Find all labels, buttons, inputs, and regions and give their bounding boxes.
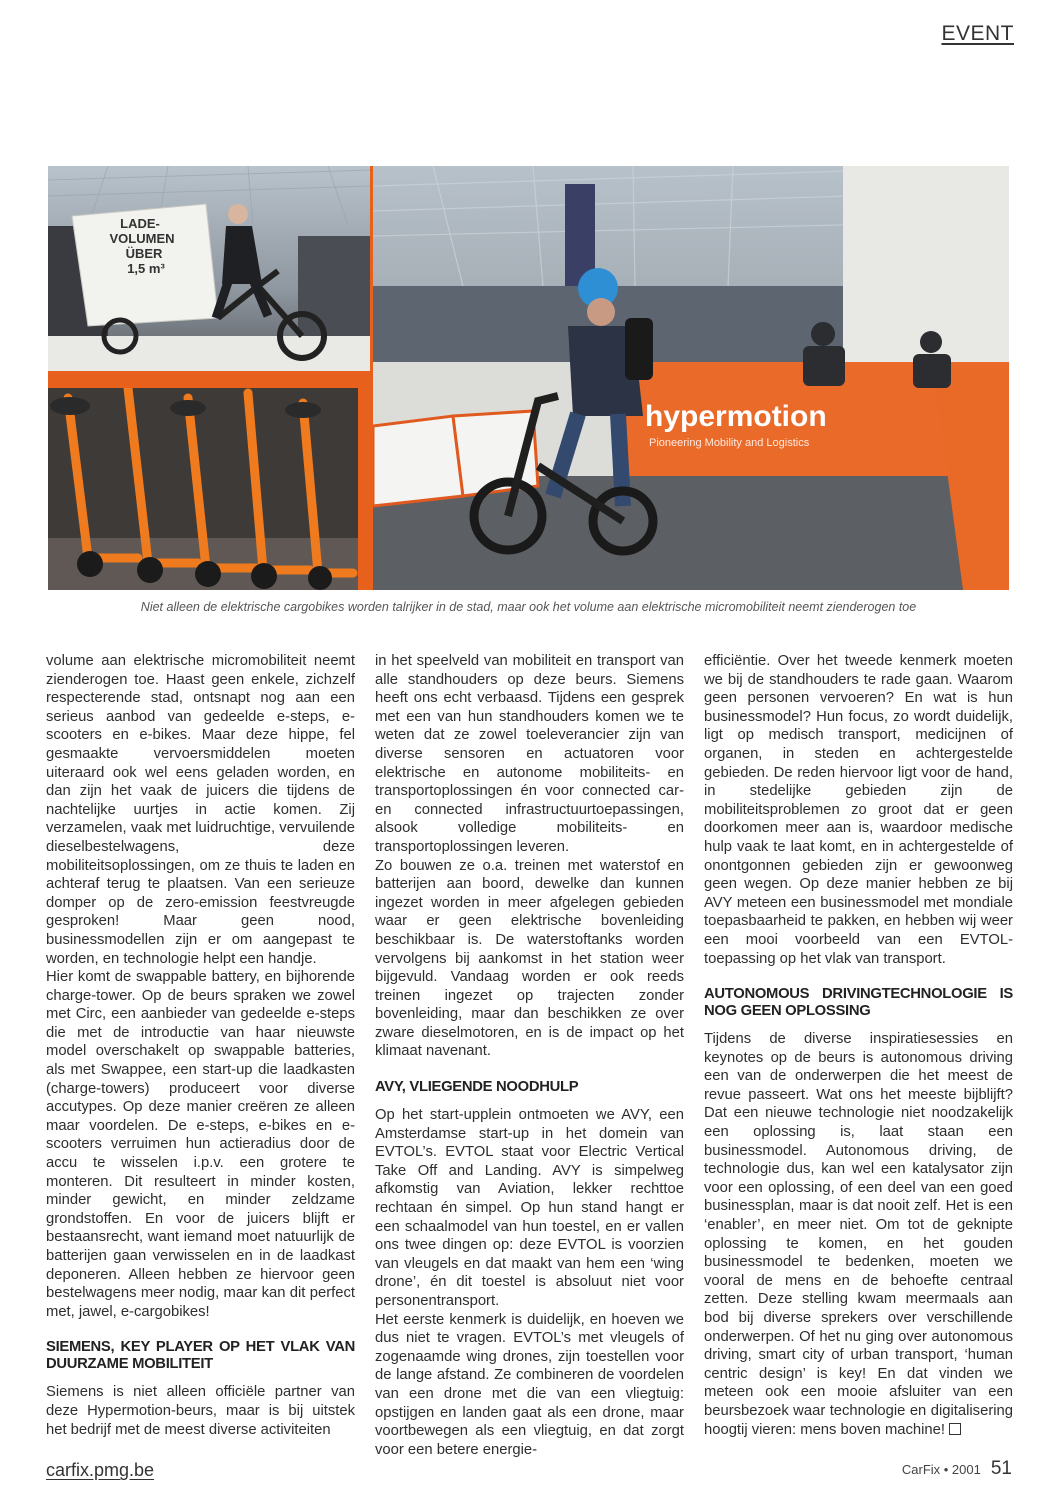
article-column-1 [46, 652, 355, 1439]
paragraph: Zo bouwen ze o.a. treinen met waterstof en batterijen aan boord, dewelke dan kunnen ingezet worden in meer afgelegen gebieden waar er geen elektrische bovenleiding beschikbaar is. De waterstoftanks worden vervolgens bij aankomst in het station weer bijgevuld. Vandaag worden er ook reeds treinen ingezet op trajecten zonder bovenleiding, maar dan beschikken ze over zware dieselmotoren, en is de impact op het klimaat navenant. [375, 857, 684, 1060]
footer-website-link[interactable]: carfix.pmg.be [46, 1460, 155, 1480]
cargo-bike-photo [48, 166, 370, 371]
footer-page-info [902, 1458, 1012, 1480]
paragraph: Op het start-upplein ontmoeten we AVY, een Amsterdamse start-up in het domein van EVTOL’s. EVTOL staat voor Electric Vertical Take Off and Landing. AVY is simpelweg afkomstig van Aviation, lekker rechttoe rechtaan én simpel. Op hun stand hangt er een schaalmodel van hun toestel, en er vallen ons twee dingen op: deze EVTOL is voorzien van vleugels en dat maakt van hem een ‘wing drone’, én dit toestel is absoluut niet voor personentransport. [375, 1107, 684, 1309]
article-column-2 [375, 652, 684, 1459]
article-column-3 [704, 652, 1013, 1439]
paragraph: efficiëntie. Over het tweede kenmerk moeten we bij de standhouders te rade gaan. Waarom geen personen vervoeren? En wat is hun businessmodel? Hun focus, zo wordt duidelijk, ligt op medisch transport, medicijnen of organen, in steden en achtergestelde gebieden. De reden hiervoor ligt voor de hand, in stedelijke gebieden zijn de mobiliteitsproblemen zo groot dat er geen doorkomen meer aan is, waardoor medische hulp vaak te laat komt, en in achtergestelde of onontgonnen gebieden zijn er gewoonweg geen wegen. Op deze manier hebben ze bij AVY meteen een businessmodel met mondiale toepasbaarheid te pakken, en hebben wij weer een mooi voorbeeld van een EVTOL-toepassing op het vlak van transport. [704, 653, 1013, 967]
paragraph: Siemens is niet alleen officiële partner van deze Hypermotion-beurs, maar is bij uitstek het bedrijf met de meest diverse activiteiten [46, 1384, 355, 1438]
end-square-icon [949, 1423, 961, 1435]
svg-text:hypermotion: hypermotion [645, 400, 827, 433]
photo-caption: Niet alleen de elektrische cargobikes worden talrijker in de stad, maar ook het volume aan elektrische micromobiliteit neemt zienderogen toe [140, 600, 917, 614]
svg-text:LADE-: LADE- [120, 216, 160, 231]
hypermotion-photo [373, 166, 1009, 590]
svg-text:ÜBER: ÜBER [125, 246, 163, 261]
e-steps-photo [48, 388, 358, 590]
paragraph: Het eerste kenmerk is duidelijk, en hoeven we dus niet te vragen. EVTOL’s met vleugels of zogenaamde wing drones, zijn toestellen voor de lange afstand. Ze combineren de voordelen van een drone met die van een vliegtuig: opstijgen en landen gaat als een drone, maar voortbewegen als een vliegtuig, en dat zorgt voor een betere energie- [375, 1311, 684, 1458]
paragraph: Hier komt de swappable battery, en bijhorende charge-tower. Op de beurs spraken we zowel met Circ, een aanbieder van gedeelde e-steps die met de introductie van haar nieuwste model overschakelt op swappable batteries, als met Swappee, een start-up die laadkasten (charge-towers) produceert voor diverse accutypes. Op deze manier creëren ze alleen maar voordelen. De e-steps, e-bikes en e-scooters verruimen hun actieradius door de accu te wisselen i.p.v. een grotere te monteren. Dit resulteert in minder kosten, minder gewicht, en minder zeldzame grondstoffen. En voor de juicers blijft er bestaansrecht, want iemand moet natuurlijk de batterijen gaan verwisselen en in de laadkast deponeren. Alleen hebben ze hiervoor geen bestelwagens meer nodig, maar kan dit perfect met, jawel, e-cargobikes! [46, 969, 355, 1320]
paragraph: in het speelveld van mobiliteit en transport van alle standhouders op deze beurs. Siemens heeft ons echt verbaasd. Tijdens een gesprek met een van hun standhouders komen we te weten dat ze zowel toeleverancier zijn van diverse sensoren en actuatoren voor elektrische en autonome mobiliteits- en transportoplossingen én voor connected car- en connected infrastructuurtoepassingen, alsook volledige mobiliteits- en transportoplossingen leveren. [375, 653, 684, 855]
heading-avy: AVY, VLIEGENDE NOODHULP [375, 1079, 579, 1096]
heading-siemens: SIEMENS, KEY PLAYER OP HET VLAK VAN DUURZAME MOBILITEIT [46, 1339, 355, 1373]
section-tag: EVENT [941, 22, 1014, 45]
svg-text:1,5 m³: 1,5 m³ [127, 261, 165, 276]
paragraph-final-text: Tijdens de diverse inspiratiesessies en keynotes op de beurs is autonomous driving een van de onderwerpen die het meest de revue passeert. Wat ons het meeste bijblijft? Dat een nieuwe technologie niet noodzakelijk een oplossing is, laat staan een businessmodel. Autonomous driving, de technologie dus, kan wel een katalysator zijn voor een oplossing, of een deel van een goed businessplan, maar is dat nooit zelf. Het is een ‘enabler’, en meer niet. Om tot de geknipte oplossing te komen, en het gouden businessmodel te bedenken, moeten we vooral de mens en de behoefte centraal zetten. Deze stelling kwam meermaals aan bod bij diverse sprekers over verschillende onderwerpen. Of het nu ging over autonomous driving, smart city of urban transport, ‘human centric design’ is key! En dat vinden we meteen ook een mooie afsluiter van een beursbezoek waar technologie en digitalisering hoogtij vieren: mens boven machine! [704, 1031, 1013, 1438]
svg-text:VOLUMEN: VOLUMEN [109, 231, 175, 246]
paragraph-final [704, 1030, 1013, 1439]
paragraph: volume aan elektrische micromobiliteit neemt zienderogen toe. Haast geen enkele, zichzelf respecterende stad, ontsnapt nog aan een serieus aanbod van gedeelde e-steps, e-scooters en e-bikes. Maar deze hippe, fel gesmaakte vervoersmiddelen moeten uiteraard ook wel eens geladen worden, en dan zijn het vaak de juicers die tijdens de nachtelijke uurtjes in actie komen. Zij verzamelen, vaak met luidruchtige, vervuilende dieselbestelwagens, deze mobiliteitsoplossingen, om ze thuis te laden en achteraf terug te plaatsen. Van een serieuze domper op de zero-emission feestvreugde gesproken! Maar geen nood, businessmodellen zijn er om aangepast te worden, en technologie helpt een handje. [46, 653, 355, 967]
photo-collage [48, 166, 1009, 590]
heading-autonomous: AUTONOMOUS DRIVINGTECHNOLOGIE IS NOG GEEN OPLOSSING [704, 986, 1013, 1020]
issue-label: CarFix • 2001 [901, 1462, 981, 1477]
page-number: 51 [990, 1458, 1012, 1479]
svg-text:Pioneering Mobility and Logist: Pioneering Mobility and Logistics [649, 437, 810, 449]
